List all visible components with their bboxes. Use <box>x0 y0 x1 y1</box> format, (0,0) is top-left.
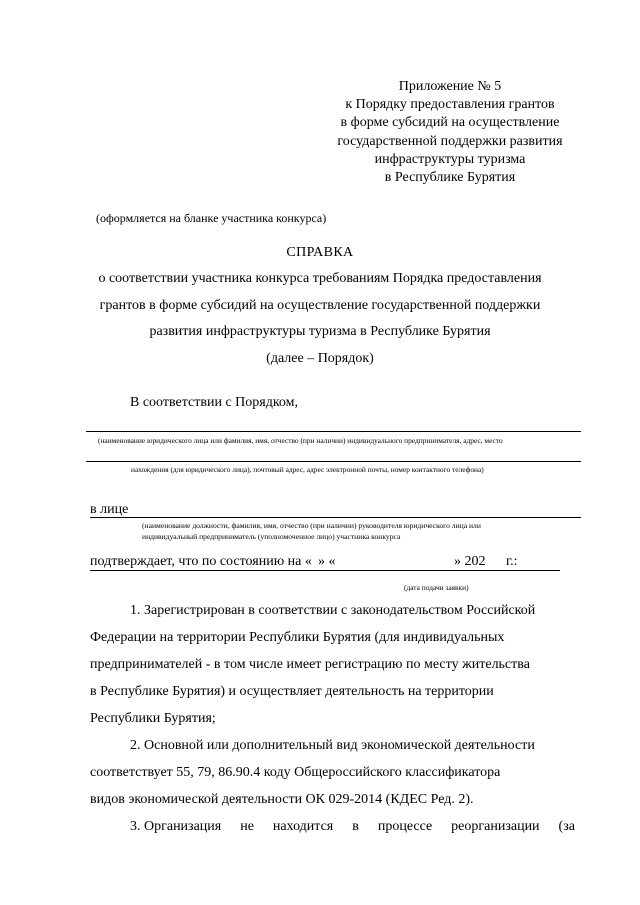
confirm-year: » 202 <box>454 554 486 569</box>
entity-address-field-line[interactable] <box>86 461 581 462</box>
paragraph-3-word: не <box>240 819 254 834</box>
paragraph-2-line: видов экономической деятельности ОК 029-2014 (КДЕС Ред. 2). <box>90 792 474 807</box>
rep-hint-line1: (наименование должности, фамилия, имя, отчество (при наличии) руководителя юридического лица или <box>142 521 481 530</box>
rep-hint-line2: индивидуальный предприниматель (уполномоченное лицо) участника конкурса <box>142 532 401 541</box>
confirm-suffix: г.: <box>506 554 518 569</box>
paragraph-3-word: 3. Организация <box>130 819 222 834</box>
paragraph-3-word: процессе <box>377 819 433 834</box>
paragraph-2-line: соответствует 55, 79, 86.90.4 коду Общероссийского классификатора <box>90 765 501 780</box>
appendix-line: Приложение № 5 <box>398 79 502 94</box>
title-line: развития инфраструктуры туризма в Республике Бурятия <box>149 324 491 339</box>
entity-hint-line1: (наименование юридического лица или фамилия, имя, отчество (при наличии) индивидуального предпринимателя, адрес, место <box>98 436 503 445</box>
paragraph-2-line: 2. Основной или дополнительный вид экономической деятельности <box>130 738 535 753</box>
date-field-line[interactable] <box>90 570 560 571</box>
date-hint: (дата подачи заявки) <box>404 583 469 592</box>
paragraph-1-line: Республики Бурятия; <box>90 711 216 726</box>
entity-hint-line2: нахождения (для юридического лица), почтовый адрес, адрес электронной почты, номер контактного телефона) <box>131 465 484 474</box>
paragraph-3 <box>90 813 575 840</box>
title-line: (далее – Порядок) <box>266 351 374 366</box>
paragraph-1-line: предпринимателей - в том числе имеет регистрацию по месту жительства <box>90 657 530 672</box>
title-line: о соответствии участника конкурса требованиям Порядка предоставления <box>98 271 542 286</box>
title-line: грантов в форме субсидий на осуществление государственной поддержки <box>99 298 541 313</box>
appendix-line: к Порядку предоставления грантов <box>345 97 555 113</box>
paragraph-3-word: находится <box>272 819 334 834</box>
in-person-label: в лице <box>90 502 129 517</box>
appendix-line: инфраструктуры туризма <box>374 151 526 167</box>
confirm-mid: » « <box>318 554 336 569</box>
representative-hint <box>142 520 582 542</box>
paragraph-3-line <box>90 813 575 840</box>
paragraph-3-word: (за <box>558 819 575 834</box>
appendix-line: в форме субсидий на осуществление <box>340 115 560 131</box>
paragraph-3-word: реорганизации <box>451 819 540 834</box>
representative-field-line[interactable] <box>90 517 581 518</box>
intro-text: В соответствии с Порядком, <box>130 395 299 410</box>
paragraph-1-line: в Республике Бурятия) и осуществляет деятельность на территории <box>90 684 494 699</box>
paragraph-1-line: Федерации на территории Республики Бурятия (для индивидуальных <box>90 630 505 645</box>
appendix-header <box>300 78 600 187</box>
appendix-line: государственной поддержки развития <box>337 133 563 149</box>
appendix-line: в Республике Бурятия <box>384 170 516 186</box>
document-title: СПРАВКА <box>286 245 354 260</box>
paragraph-3-word: в <box>352 819 359 834</box>
paragraph-1-line: 1. Зарегистрирован в соответствии с законодательством Российской <box>130 603 536 618</box>
paragraph-2 <box>90 732 575 813</box>
entity-name-field-line[interactable] <box>86 431 581 432</box>
confirm-prefix: подтверждает, что по состоянию на « <box>90 554 312 569</box>
form-note: (оформляется на бланке участника конкурса) <box>96 211 327 225</box>
paragraph-1 <box>90 597 575 732</box>
